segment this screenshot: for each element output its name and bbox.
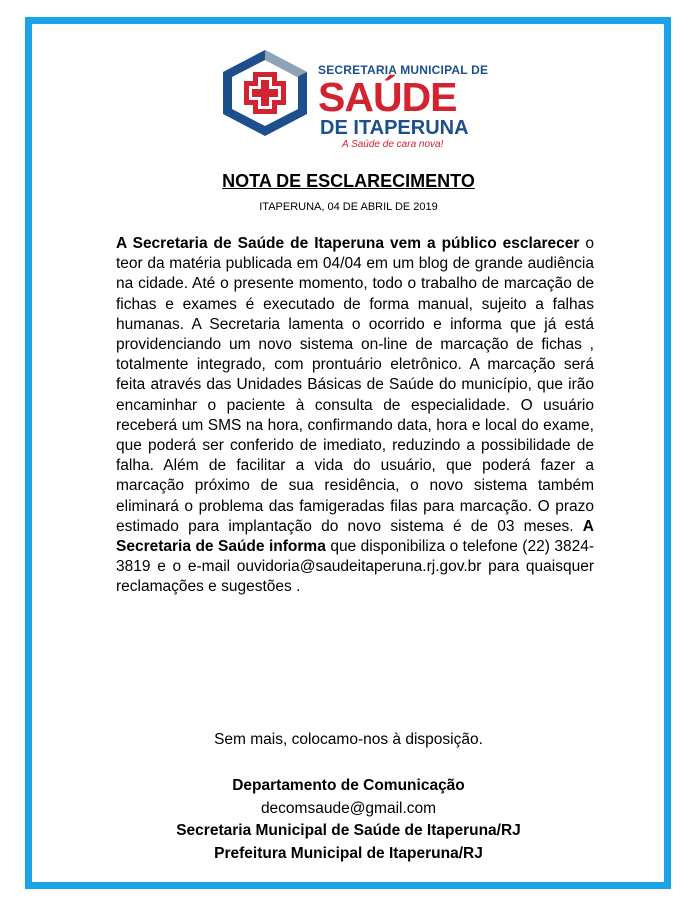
- title-text: NOTA DE ESCLARECIMENTO: [222, 171, 475, 191]
- closing-line: Sem mais, colocamo-nos à disposição.: [214, 731, 483, 748]
- logo-line-itaperuna: DE ITAPERUNA: [320, 117, 469, 139]
- signature-block: [0, 775, 697, 865]
- signature-email: decomsaude@gmail.com: [260, 799, 437, 817]
- dateline: ITAPERUNA, 04 DE ABRIL DE 2019: [259, 201, 438, 213]
- document-title: [0, 171, 697, 192]
- body-mid-bold: A Secretaria de Saúde informa: [116, 517, 594, 556]
- signature-prefeitura: Prefeitura Municipal de Itaperuna/RJ: [214, 844, 483, 862]
- logo-tagline: A Saúde de cara nova!: [342, 139, 444, 150]
- body-text-1: o teor da matéria publicada em 04/04 em um blog de grande audiência na cidade. Até o presente momento, todo o trabalho de marcação de fichas e exames é executado de forma manual, sujeito a falhas humanas. A Secretaria lamenta o ocorrido e informa que já está providenciando um novo sistema on-line de marcação de fichas , totalmente integrado, com prontuário eletrônico. A marcação será feita através das Unidades Básicas de Saúde do município, que irão encaminhar o paciente à consulta de especialidade. O usuário receberá um SMS na hora, confirmando data, hora e local do exame, que poderá ser conferido de imediato, reduzindo a possibilidade de falha. Além de facilitar a vida do usuário, que poderá fazer a marcação próximo de sua residência, o novo sistema também eliminará o problema das famigeradas filas para marcação. O prazo estimado para implantação do novo sistema é de 03 meses.: [116, 235, 594, 535]
- signature-secretaria: Secretaria Municipal de Saúde de Itaperuna/RJ: [176, 822, 521, 839]
- logo-line-saude: SAÚDE: [318, 74, 457, 120]
- signature-dept: Departamento de Comunicação: [232, 777, 465, 794]
- body-text-2: que disponibiliza o telefone (22) 3824-3819 e o e-mail ouvidoria@saudeitaperuna.rj.gov.br para quaisquer reclamações e sugestões .: [116, 538, 594, 596]
- logo-line-secretaria: SECRETARIA MUNICIPAL DE: [318, 63, 489, 77]
- body-lead-bold: A Secretaria de Saúde de Itaperuna vem a público esclarecer: [116, 235, 580, 252]
- body-paragraph: [116, 234, 594, 598]
